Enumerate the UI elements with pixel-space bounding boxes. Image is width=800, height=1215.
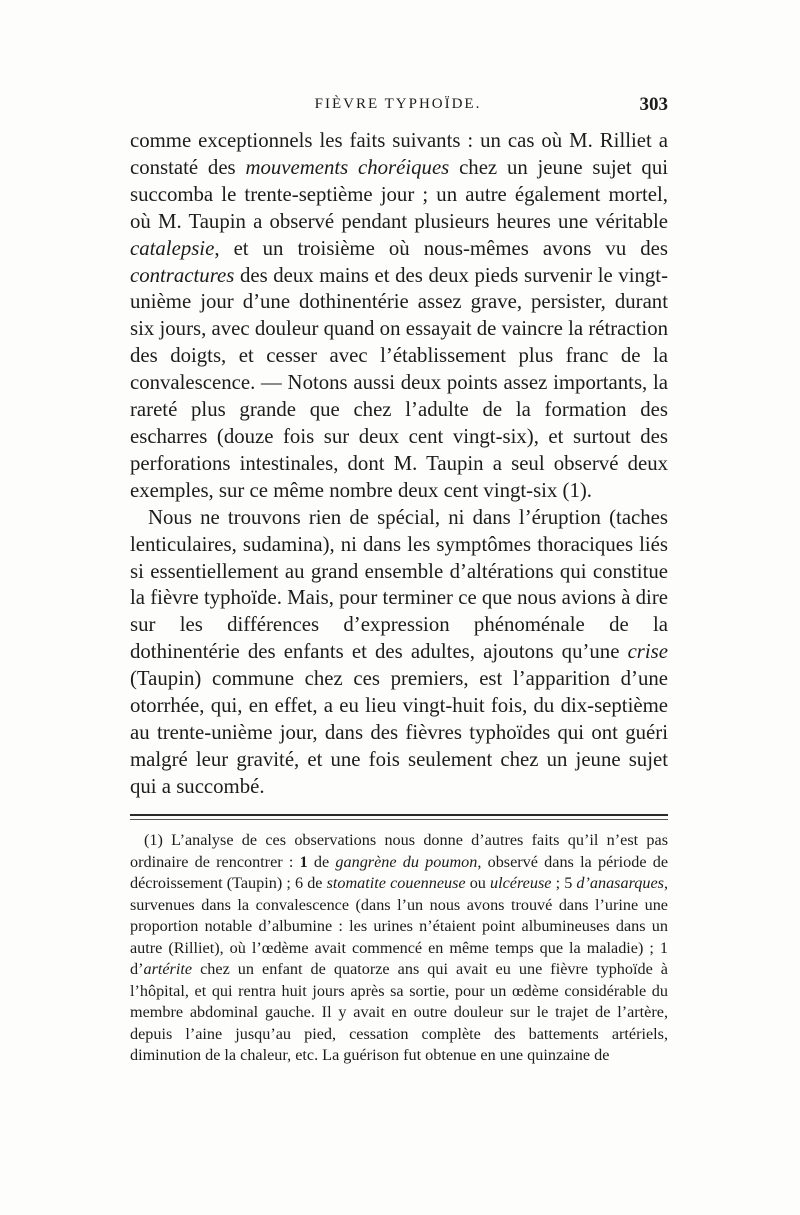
footnote-divider-thin [130,819,668,820]
fn-text-c: de [307,852,336,871]
p2-text-a: Nous ne trouvons rien de spécial, ni dans l’éruption (taches lenticulaires, sudamina), ni dans les symptômes thoraciques liés si essentiellement au grand ensemble d’altérations qui constitue la fièvre typhoïde. Mais, pour terminer ce que nous avions à dire sur les différences d’expression phénoménale de la dothinentérie des enfants et des adultes, ajoutons qu’une [130,505,668,664]
p1-text-g: des deux mains et des deux pieds survenir le vingt-unième jour d’une dothinentérie assez grave, persister, durant six jours, avec douleur quand on essayait de vaincre la rétraction des doigts, et cesser avec l’établissement plus franc de la convalescence. — Notons aussi deux points assez importants, la rareté plus grande que chez l’adulte de la formation des escharres (douze fois sur deux cent vingt-six), et surtout des perforations intestinales, dont M. Taupin a seul observé deux exemples, sur ce même nombre deux cent vingt-six (1). [130,263,668,502]
p1-emphasis-catalepsie: catalepsie [130,236,215,260]
p1-text-a: comme exceptionnels les faits suivants : un cas où M. Rilliet a constaté des [130,129,668,179]
p1-emphasis-mouvements: mouvements choréiques [245,155,450,179]
main-text [130,128,668,801]
p1-emphasis-contractures: contractures [130,263,235,287]
fn-emphasis-arterite: artérite [143,960,193,978]
p1-text-c: chez un jeune sujet qui succomba le trente-septième jour ; un autre également mortel, où M. Taupin a observé pendant plusieurs heures une véritable [130,155,668,233]
fn-text-e: , observé dans la période de décroissement (Taupin) ; 6 de [130,852,669,892]
fn-text-i: ; 5 [551,874,577,892]
p2-text-c: (Taupin) commune chez ces premiers, est l’apparition d’une otorrhée, qui, en effet, a eu lieu vingt-huit fois, du dix-septième au trente-unième jour, dans des fièvres typhoïdes qui ont guéri malgré leur gravité, et une fois seulement chez un jeune sujet qui a succombé. [130,667,668,798]
p2-emphasis-crise: crise [627,640,668,664]
fn-text-a: (1) L’analyse de ces observations nous donne d’autres faits qu’il n’est pas ordinaire de rencontrer : [130,831,668,871]
footnote-divider [130,814,668,816]
fn-emphasis-stomatite: stomatite couenneuse [326,874,466,892]
fn-emphasis-anasarques: d’anasarques [576,874,664,892]
page-number: 303 [639,94,668,115]
paragraph-1 [130,128,668,505]
fn-text-g: ou [465,874,491,892]
fn-text-k: , survenues dans la convalescence (dans l’un nous avons trouvé dans l’urine une proportion notable d’albumine : les urines n’étaient point albumineuses dans un autre (Rilliet), où l’œdème avait commencé en même temps que la maladie) ; 1 d’ [130,874,668,978]
fn-emphasis-gangrene: gangrène du poumon [335,852,478,871]
fn-count-gangrene: 1 [299,852,308,871]
footnote [130,830,668,1067]
running-title: FIÈVRE TYPHOÏDE. [314,96,482,112]
footnote-paragraph [130,830,668,1067]
fn-text-m: chez un enfant de quatorze ans qui avait eu une fièvre typhoïde à l’hôpital, et qui rentra huit jours après sa sortie, pour un œdème considérable du membre abdominal gauche. Il y avait en outre douleur sur le trajet de l’artère, depuis l’aine jusqu’au pied, cessation complète des battements artériels, diminution de la chaleur, etc. La guérison fut obtenue en une quinzaine de [130,960,668,1064]
fn-emphasis-ulcereuse: ulcéreuse [490,874,552,892]
running-head [128,96,668,124]
paragraph-2 [130,505,668,801]
p1-text-e: , et un troisième où nous-mêmes avons vu des [214,236,668,260]
